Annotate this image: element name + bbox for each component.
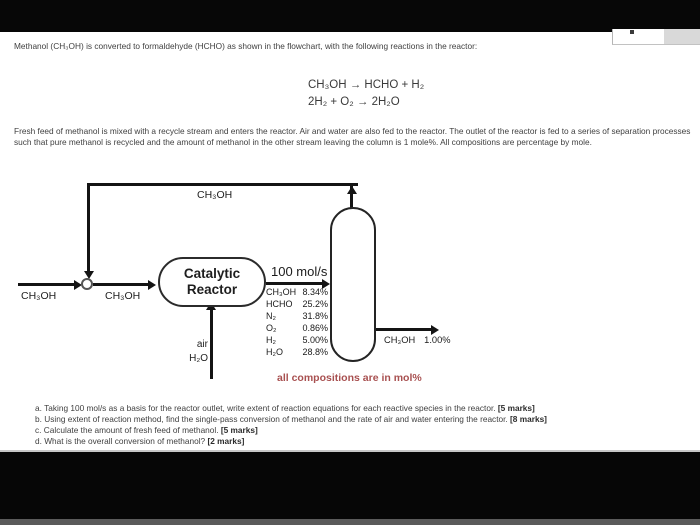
species-label: O₂ <box>266 322 277 333</box>
question-b <box>35 414 695 425</box>
question-text: c. Calculate the amount of fresh feed of methanol. <box>35 425 221 435</box>
separation-column-node <box>330 207 376 362</box>
species-label: CH₃OH <box>266 287 297 297</box>
reactor-inlet-label: CH₃OH <box>105 290 141 302</box>
recycle-line-top <box>87 183 358 186</box>
question-marks: [2 marks] <box>207 436 245 446</box>
problem-intro: Methanol (CH₃OH) is converted to formaldehyde (HCHO) as shown in the flowchart, with the following reactions in the reactor: <box>14 41 478 51</box>
species-value: 25.2% <box>302 298 328 309</box>
question-c <box>35 425 695 436</box>
composition-row <box>266 311 328 323</box>
reactor-outlet-rate: 100 mol/s <box>271 264 328 279</box>
fresh-feed-label: CH₃OH <box>21 290 57 302</box>
species-value: 0.86% <box>302 322 328 333</box>
species-value: 5.00% <box>302 334 328 345</box>
questions-list <box>35 403 695 447</box>
species-label: H₂O <box>266 346 283 357</box>
product-stream-line <box>376 328 433 331</box>
species-label: H₂ <box>266 334 276 345</box>
air-water-feed-line <box>210 309 213 379</box>
composition-row <box>266 287 328 299</box>
species-label: HCHO <box>266 298 293 309</box>
reactor-inlet-line <box>93 283 150 286</box>
reactor-name-line1: Catalytic <box>183 265 241 281</box>
reactor-name-line2: Reactor <box>186 282 238 297</box>
question-text: a. Taking 100 mol/s as a basis for the reactor outlet, write extent of reaction equations for each reactive species in the reactor. <box>35 403 498 413</box>
composition-row <box>266 323 328 335</box>
caret-icon <box>630 30 634 34</box>
question-marks: [8 marks] <box>510 414 547 424</box>
catalytic-reactor-node <box>158 257 266 307</box>
bottom-letterbox-bar <box>0 452 700 519</box>
recycle-stream-label: CH₃OH <box>197 189 233 201</box>
mixing-point-node <box>81 278 93 290</box>
question-marks: [5 marks] <box>497 403 535 413</box>
species-value: 28.8% <box>302 346 328 357</box>
air-water-feed-label <box>166 338 208 365</box>
species-value: 31.8% <box>302 310 328 321</box>
question-a <box>35 403 695 414</box>
arrowhead-reactor-inlet <box>148 280 156 290</box>
question-text: d. What is the overall conversion of methanol? <box>35 436 208 446</box>
water-label: H₂O <box>189 352 208 364</box>
question-d <box>35 436 695 447</box>
composition-row <box>266 299 328 311</box>
problem-description: Fresh feed of methanol is mixed with a recycle stream and enters the reactor. Air and water are also fed to the reactor. The outlet of the reactor is fed to a series of separation processes such that pure methanol is recycled and the amount of methanol in the other stream leaving the column is 1 mole%. All compositions are percentage by mole. <box>14 126 691 147</box>
fresh-feed-line <box>18 283 76 286</box>
composition-note: all compositions are in mol% <box>277 372 422 384</box>
product-species: CH₃OH <box>384 335 416 345</box>
reactor-outlet-line <box>266 282 326 285</box>
reaction-equation-1: CH₃OH → HCHO + H₂ <box>308 79 425 91</box>
outlet-composition-table <box>266 287 328 358</box>
question-marks: [5 marks] <box>220 425 258 435</box>
bottom-gray-strip <box>0 519 700 525</box>
question-text: b. Using extent of reaction method, find the single-pass conversion of methanol and the rate of air and water entering the reactor. <box>35 414 511 424</box>
composition-row <box>266 335 328 347</box>
species-label: N₂ <box>266 310 276 321</box>
reaction-equations <box>308 77 424 110</box>
arrowhead-product-stream <box>431 325 439 335</box>
top-letterbox-bar <box>0 0 700 32</box>
composition-row <box>266 347 328 359</box>
recycle-line-left-down <box>87 183 90 272</box>
arrowhead-column-overhead <box>347 186 357 194</box>
product-stream-label <box>384 335 451 345</box>
species-value: 8.34% <box>302 287 328 297</box>
product-value: 1.00% <box>424 335 451 345</box>
reaction-equation-2: 2H₂ + O₂ → 2H₂O <box>308 95 400 108</box>
air-label: air <box>196 339 208 350</box>
